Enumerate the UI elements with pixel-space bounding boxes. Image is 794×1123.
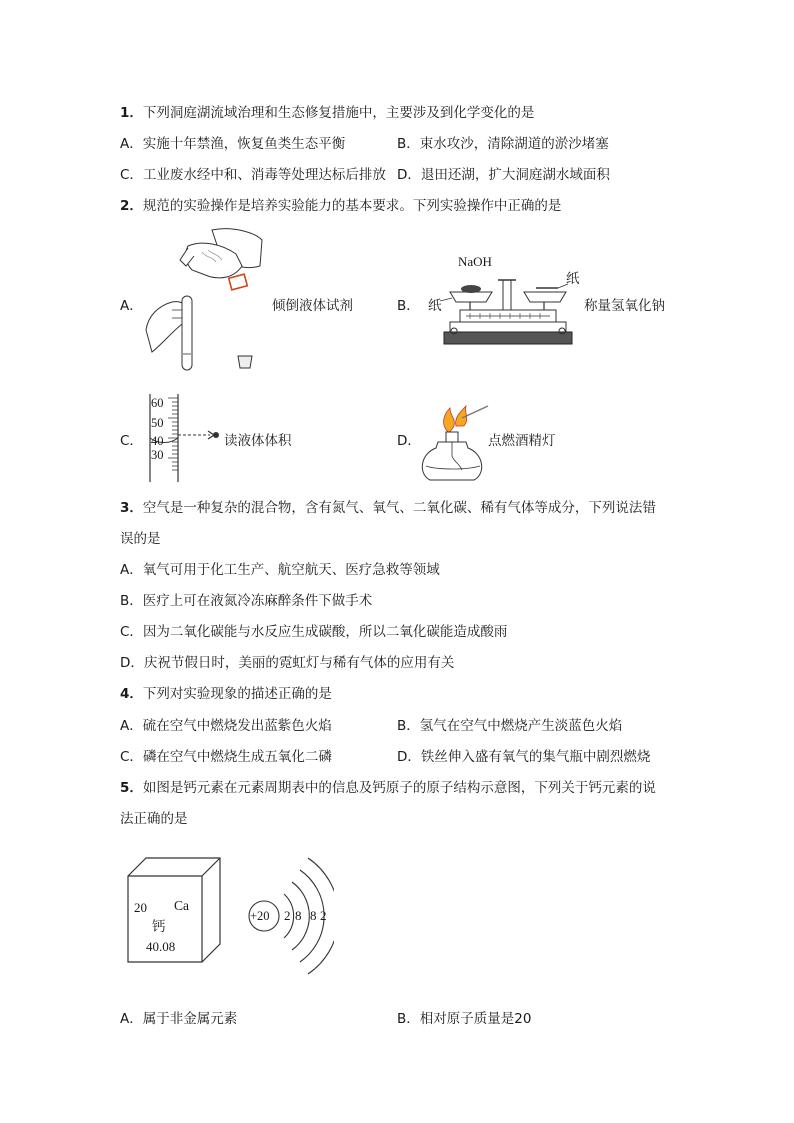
q4-option-c: C．磷在空气中燃烧生成五氧化二磷 [120, 749, 332, 765]
element-symbol: Ca [174, 898, 189, 913]
cylinder-tick-labels [151, 395, 164, 463]
q2-option-b-caption: 称量氢氧化钠 [584, 298, 665, 314]
element-atomic-mass: 40.08 [146, 939, 176, 954]
q3-option-a: A．氧气可用于化工生产、航空航天、医疗急救等领域 [120, 562, 440, 578]
tick-50: 50 [151, 416, 164, 430]
q1-option-d: D．退田还湖，扩大洞庭湖水域面积 [397, 167, 610, 183]
shell-2-electrons: 8 [295, 908, 302, 923]
tick-40: 40 [151, 434, 164, 448]
q2-option-d-label: D． [397, 433, 421, 449]
element-atomic-number: 20 [134, 900, 147, 915]
shell-1-electrons: 2 [284, 908, 291, 923]
question-1-stem: 1．下列洞庭湖流域治理和生态修复措施中，主要涉及到化学变化的是 [120, 105, 535, 121]
left-paper-label: 纸 [428, 298, 442, 314]
q2-option-b-label: B． [397, 298, 420, 314]
question-5-stem-line2: 法正确的是 [120, 811, 188, 827]
element-name: 钙 [152, 919, 166, 935]
tick-60: 60 [151, 396, 164, 410]
question-3-stem-line2: 误的是 [120, 531, 161, 547]
q2-option-d-caption: 点燃酒精灯 [488, 433, 556, 449]
q3-option-d: D．庆祝节假日时，美丽的霓虹灯与稀有气体的应用有关 [120, 655, 455, 671]
q4-option-b: B．氢气在空气中燃烧产生淡蓝色火焰 [397, 718, 623, 734]
q3-option-c: C．因为二氧化碳能与水反应生成碳酸，所以二氧化碳能造成酸雨 [120, 624, 508, 640]
question-4-stem: 4．下列对实验现象的描述正确的是 [120, 686, 332, 702]
question-2-stem: 2．规范的实验操作是培养实验能力的基本要求。下列实验操作中正确的是 [120, 198, 562, 214]
q4-option-d: D．铁丝伸入盛有氧气的集气瓶中剧烈燃烧 [397, 749, 651, 765]
tick-30: 30 [151, 448, 164, 462]
pouring-liquid-figure [142, 226, 266, 376]
q1-option-c: C．工业废水经中和、消毒等处理达标后排放 [120, 167, 386, 183]
shell-4-electrons: 2 [320, 908, 327, 923]
q2-option-c-caption: 读液体体积 [224, 433, 292, 449]
q2-option-a-caption: 倾倒液体试剂 [272, 298, 353, 314]
q1-option-b: B．束水攻沙，清除湖道的淤沙堵塞 [397, 136, 609, 152]
q5-option-b: B．相对原子质量是20 [397, 1011, 532, 1027]
q5-option-a: A．属于非金属元素 [120, 1011, 238, 1027]
right-paper-label: 纸 [566, 271, 580, 287]
q1-option-a: A．实施十年禁渔，恢复鱼类生态平衡 [120, 136, 346, 152]
q2-option-c-label: C． [120, 433, 143, 449]
shell-3-electrons: 8 [310, 908, 317, 923]
question-5-stem-line1: 5．如图是钙元素在元素周期表中的信息及钙原子的原子结构示意图，下列关于钙元素的说 [120, 780, 656, 796]
q4-option-a: A．硫在空气中燃烧发出蓝紫色火焰 [120, 718, 332, 734]
q3-option-b: B．医疗上可在液氮冷冻麻醉条件下做手术 [120, 593, 373, 609]
atom-nucleus-charge: +20 [250, 909, 270, 923]
q2-option-a-label: A． [120, 298, 143, 314]
alcohol-lamp-figure [418, 400, 490, 484]
balance-figure [440, 262, 575, 354]
naoh-label: NaOH [458, 254, 492, 269]
question-3-stem-line1: 3．空气是一种复杂的混合物，含有氮气、氧气、二氧化碳、稀有气体等成分，下列说法错 [120, 500, 656, 516]
